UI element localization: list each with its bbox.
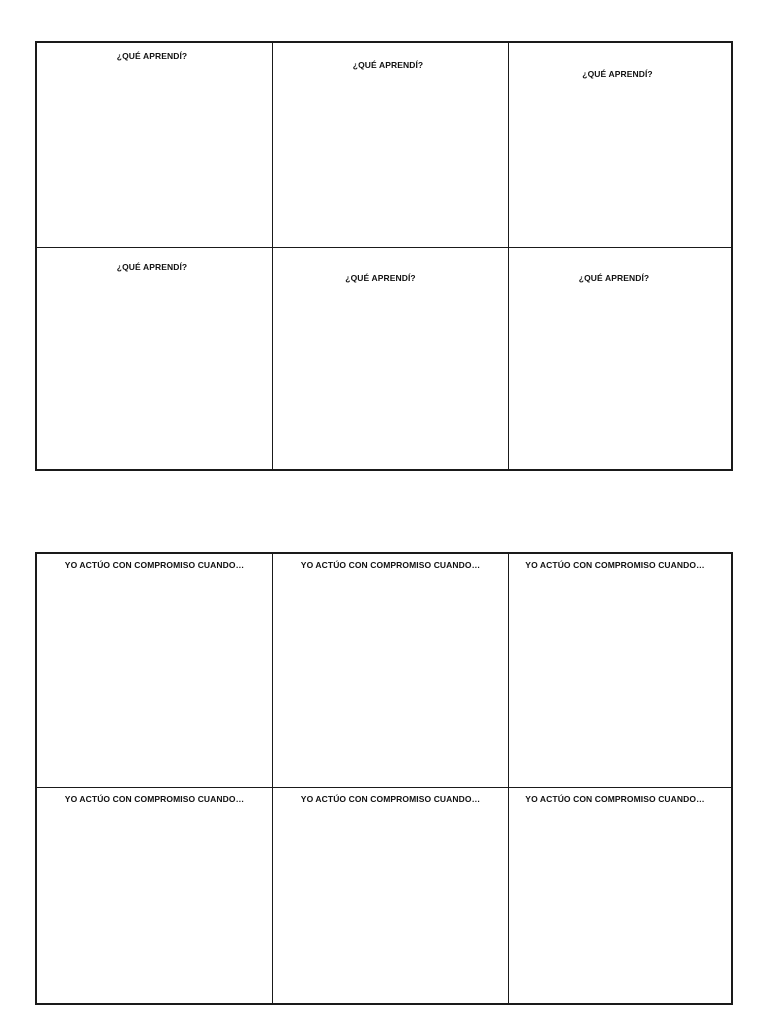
que-aprendi-box-3[interactable] <box>509 43 731 248</box>
que-aprendi-box-1[interactable] <box>37 43 273 248</box>
que-aprendi-box-2[interactable] <box>273 43 509 248</box>
compromiso-label: YO ACTÚO CON COMPROMISO CUANDO… <box>525 794 705 804</box>
compromiso-box-4[interactable] <box>37 788 273 1003</box>
que-aprendi-box-5[interactable] <box>273 248 509 469</box>
que-aprendi-box-4[interactable] <box>37 248 273 469</box>
que-aprendi-label: ¿QUÉ APRENDÍ? <box>582 69 653 79</box>
compromiso-box-3[interactable] <box>509 554 731 788</box>
compromiso-label: YO ACTÚO CON COMPROMISO CUANDO… <box>300 794 481 804</box>
que-aprendi-label: ¿QUÉ APRENDÍ? <box>345 273 416 283</box>
compromiso-label: YO ACTÚO CON COMPROMISO CUANDO… <box>64 794 245 804</box>
compromiso-label: YO ACTÚO CON COMPROMISO CUANDO… <box>300 560 481 570</box>
compromiso-label: YO ACTÚO CON COMPROMISO CUANDO… <box>525 560 705 570</box>
compromiso-box-5[interactable] <box>273 788 509 1003</box>
compromiso-box-6[interactable] <box>509 788 731 1003</box>
compromiso-box-2[interactable] <box>273 554 509 788</box>
que-aprendi-grid <box>35 41 733 471</box>
compromiso-grid <box>35 552 733 1005</box>
compromiso-box-1[interactable] <box>37 554 273 788</box>
compromiso-label: YO ACTÚO CON COMPROMISO CUANDO… <box>64 560 245 570</box>
que-aprendi-box-6[interactable] <box>509 248 731 469</box>
que-aprendi-label: ¿QUÉ APRENDÍ? <box>578 273 650 283</box>
que-aprendi-label: ¿QUÉ APRENDÍ? <box>352 60 424 70</box>
que-aprendi-label: ¿QUÉ APRENDÍ? <box>116 262 188 272</box>
que-aprendi-label: ¿QUÉ APRENDÍ? <box>116 51 188 61</box>
